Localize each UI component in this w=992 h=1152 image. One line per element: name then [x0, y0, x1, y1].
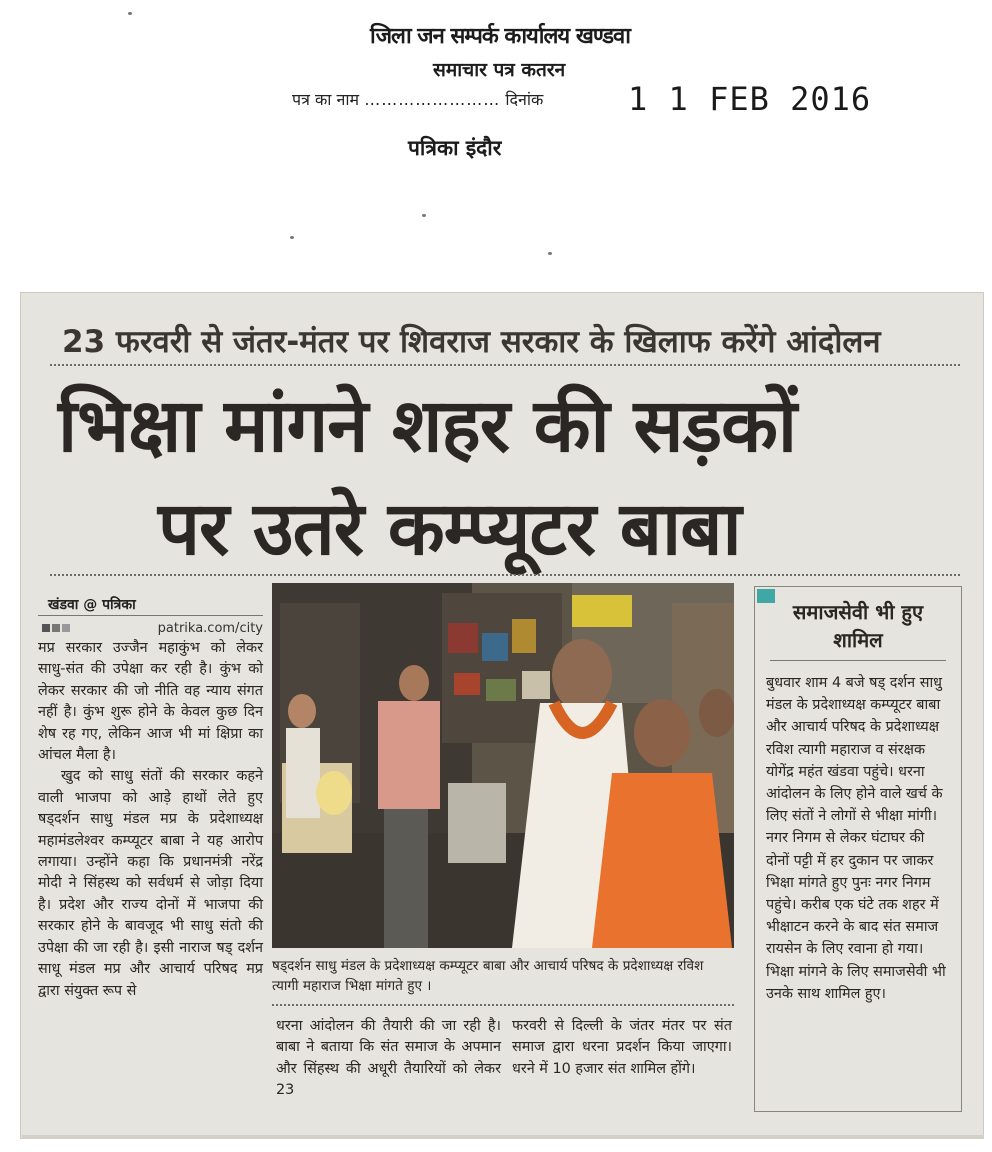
article-column-1	[38, 638, 263, 1002]
press-clipping-stamp	[0, 0, 992, 290]
article-kicker: 23 फरवरी से जंतर-मंतर पर शिवराज सरकार के खिलाफ करेंगे आंदोलन	[62, 324, 881, 360]
byline-divider	[38, 615, 263, 616]
article-paragraph: फरवरी से दिल्ली के जंतर मंतर पर संत समाज द्वारा धरना प्रदर्शन किया जाएगा। धरने में 10 हजार संत शामिल होंगे।	[512, 1018, 732, 1077]
stamp-name-line	[292, 88, 543, 110]
stamp-date-value: 1 1 FEB 2016	[628, 80, 872, 118]
stamp-office-name: जिला जन सम्पर्क कार्यालय खण्डवा	[370, 24, 630, 49]
stamp-name-dots: ……………………	[364, 90, 501, 109]
clipping-shadow	[22, 1135, 984, 1139]
url-row	[38, 621, 263, 637]
stamp-section-title: समाचार पत्र कतरन	[433, 59, 566, 81]
photo-illustration	[272, 583, 734, 948]
paper-speck	[128, 12, 132, 15]
article-headline-line1: भिक्षा मांगने शहर की सड़कों	[58, 383, 797, 469]
stamp-date-label: दिनांक	[505, 90, 544, 109]
caption-divider	[272, 1004, 734, 1006]
stamp-name-label: पत्र का नाम	[292, 90, 360, 109]
paper-speck	[548, 252, 552, 255]
sidebar-body: बुधवार शाम 4 बजे षड् दर्शन साधु मंडल के प्रदेशाध्यक्ष कम्प्यूटर बाबा और आचार्य परिषद के प्रदेशाध्यक्ष रविश त्यागी महाराज व संरक्षक योगेंद्र महंत खंडवा पहुंचे। धरना आंदोलन के लिए होने वाले खर्च के लिए संतों ने लोगों से भीक्षा मांगी। नगर निगम से लेकर घंटाघर की दोनों पट्टी में हर दुकान पर जाकर भिक्षा मांगते हुए पुनः नगर निगम पहुंचे। करीब एक घंटे तक शहर में भीक्षाटन करने के बाद संत समाज रायसेन के लिए रवाना हो गया। भिक्षा मांगने के लिए समाजसेवी भी उनके साथ शामिल हुए।	[766, 675, 946, 1002]
sidebar-title: समाजसेवी भी हुए शामिल	[792, 600, 924, 652]
article-column-3	[512, 1016, 732, 1080]
article-column-2	[276, 1016, 501, 1102]
bullet-square-icon	[62, 624, 70, 632]
bullet-square-icon	[42, 624, 50, 632]
article-paragraph: मप्र सरकार उज्जैन महाकुंभ को लेकर साधु-संत की उपेक्षा कर रही है। कुंभ को लेकर सरकार की जो नीति वह न्याय संगत नहीं है। कुंभ शुरू होने के केवल कुछ दिन शेष रह गए, लेकिन आज भी मां क्षिप्रा का आंचल मैला है।	[38, 640, 263, 764]
headline-divider	[50, 574, 960, 576]
paper-speck	[290, 236, 294, 239]
sidebar-title-divider	[770, 660, 946, 661]
bullet-square-icon	[52, 624, 60, 632]
kicker-divider	[50, 364, 960, 366]
stamp-paper-name: पत्रिका इंदौर	[408, 136, 502, 160]
article-url: patrika.com/city	[157, 621, 263, 636]
article-photo	[272, 583, 734, 948]
paper-speck	[422, 214, 426, 217]
article-paragraph: खुद को साधु संतों की सरकार कहने वाली भाजपा को आड़े हाथों लेते हुए षड्दर्शन साधु मंडल मप्र के प्रदेशाध्यक्ष महामंडलेश्वर कम्प्यूटर बाबा ने यह आरोप लगाया। उन्होंने कहा कि प्रधानमंत्री नरेंद्र मोदी ने सिंहस्थ को सर्वधर्म से जोड़ा दिया है। प्रदेश और राज्य दोनों में भाजपा की सरकार होने के बावजूद भी साधु संतो की उपेक्षा की जा रही है। इसी नाराज षड् दर्शन साधू मंडल मप्र और आचार्य परिषद मप्र द्वारा संयुक्त रूप से	[38, 768, 263, 999]
article-headline-line2: पर उतरे कम्प्यूटर बाबा	[158, 486, 741, 572]
photo-caption: षड्दर्शन साधु मंडल के प्रदेशाध्यक्ष कम्प्यूटर बाबा और आचार्य परिषद के प्रदेशाध्यक्ष रविश त्यागी महाराज भिक्षा मांगते हुए ।	[272, 958, 704, 994]
byline: खंडवा @ पत्रिका	[48, 597, 136, 613]
article-paragraph: धरना आंदोलन की तैयारी की जा रही है। बाबा ने बताया कि संत समाज के अपमान और सिंहस्थ की अधूरी तैयारियों को लेकर 23	[276, 1018, 501, 1099]
